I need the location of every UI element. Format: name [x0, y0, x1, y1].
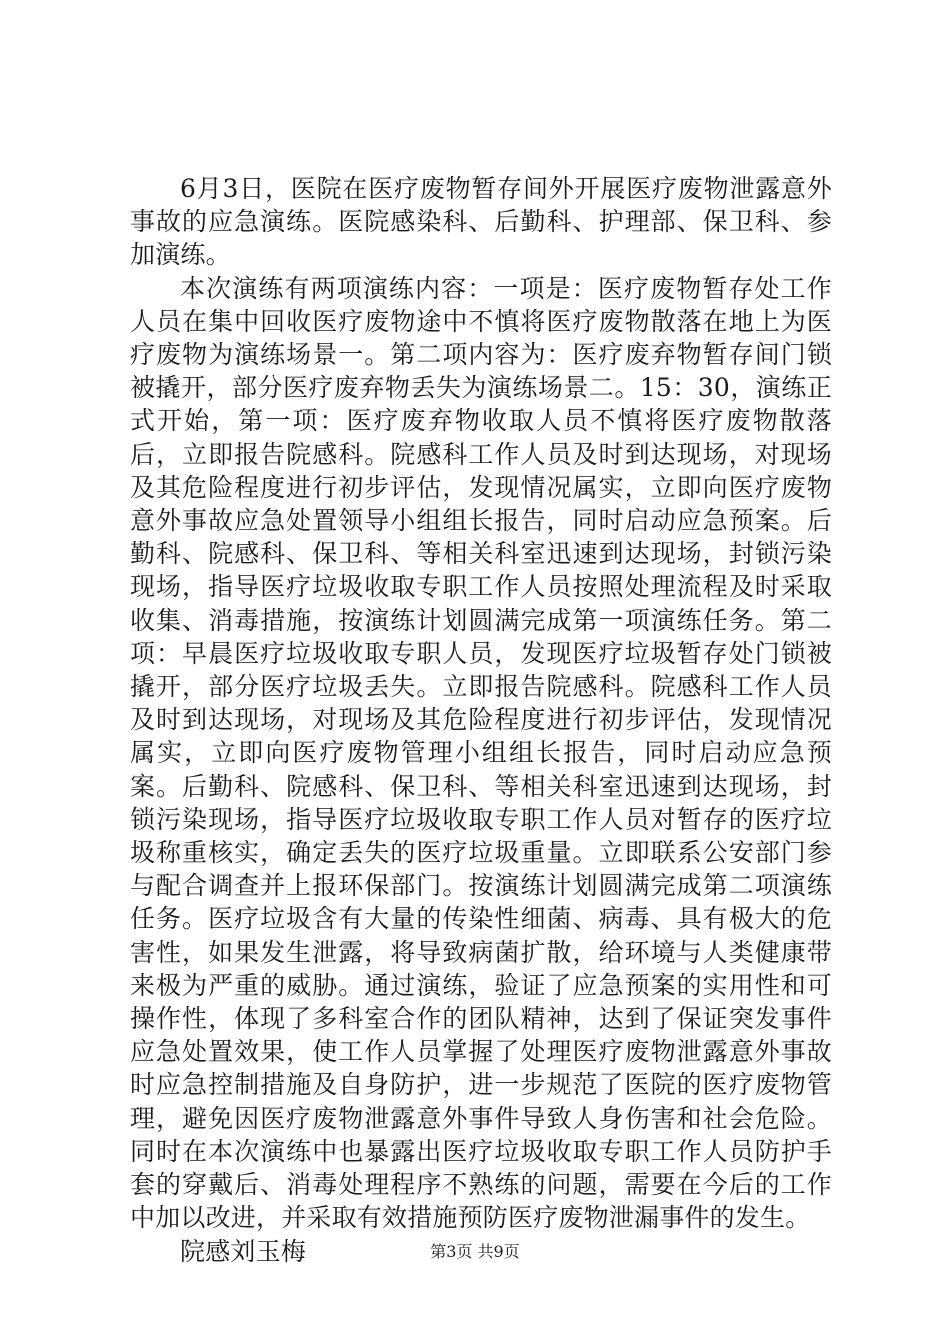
page-number: 第3页 共9页 [430, 1242, 520, 1261]
signature-line: 院感刘玉梅 [180, 1236, 307, 1266]
paragraph-intro: 6月3日，医院在医疗废物暂存间外开展医疗废物泄露意外事故的应急演练。医院感染科、后勤科、护理部、保卫科、参加演练。 [130, 174, 832, 270]
document-body [130, 172, 832, 1268]
paragraph-drill-details: 本次演练有两项演练内容：一项是：医疗废物暂存处工作人员在集中回收医疗废物途中不慎将医疗废物散落在地上为医疗废物为演练场景一。第二项内容为：医疗废弃物暂存间门锁被撬开，部分医疗废弃物丢失为演练场景二。15：30，演练正式开始，第一项：医疗废弃物收取人员不慎将医疗废物散落后，立即报告院感科。院感科工作人员及时到达现场，对现场及其危险程度进行初步评估，发现情况属实，立即向医疗废物意外事故应急处置领导小组组长报告，同时启动应急预案。后勤科、院感科、保卫科、等相关科室迅速到达现场，封锁污染现场，指导医疗垃圾收取专职工作人员按照处理流程及时采取收集、消毒措施，按演练计划圆满完成第一项演练任务。第二项：早晨医疗垃圾收取专职人员，发现医疗垃圾暂存处门锁被撬开，部分医疗垃圾丢失。立即报告院感科。院感科工作人员及时到达现场，对现场及其危险程度进行初步评估，发现情况属实，立即向医疗废物管理小组组长报告，同时启动应急预案。后勤科、院感科、保卫科、等相关科室迅速到达现场，封锁污染现场，指导医疗垃圾收取专职工作人员对暂存的医疗垃圾称重核实，确定丢失的医疗垃圾重量。立即联系公安部门参与配合调查并上报环保部门。按演练计划圆满完成第二项演练任务。医疗垃圾含有大量的传染性细菌、病毒、具有极大的危害性，如果发生泄露，将导致病菌扩散，给环境与人类健康带来极为严重的威胁。通过演练，验证了应急预案的实用性和可操作性，体现了多科室合作的团队精神，达到了保证突发事件应急处置效果，使工作人员掌握了处理医疗废物泄露意外事故时应急控制措施及自身防护，进一步规范了医院的医疗废物管理，避免因医疗废物泄露意外事件导致人身伤害和社会危险。同时在本次演练中也暴露出医疗垃圾收取专职工作人员防护手套的穿戴后、消毒处理程序不熟练的问题，需要在今后的工作中加以改进，并采取有效措施预防医疗废物泄漏事件的发生。 [130, 273, 832, 1233]
